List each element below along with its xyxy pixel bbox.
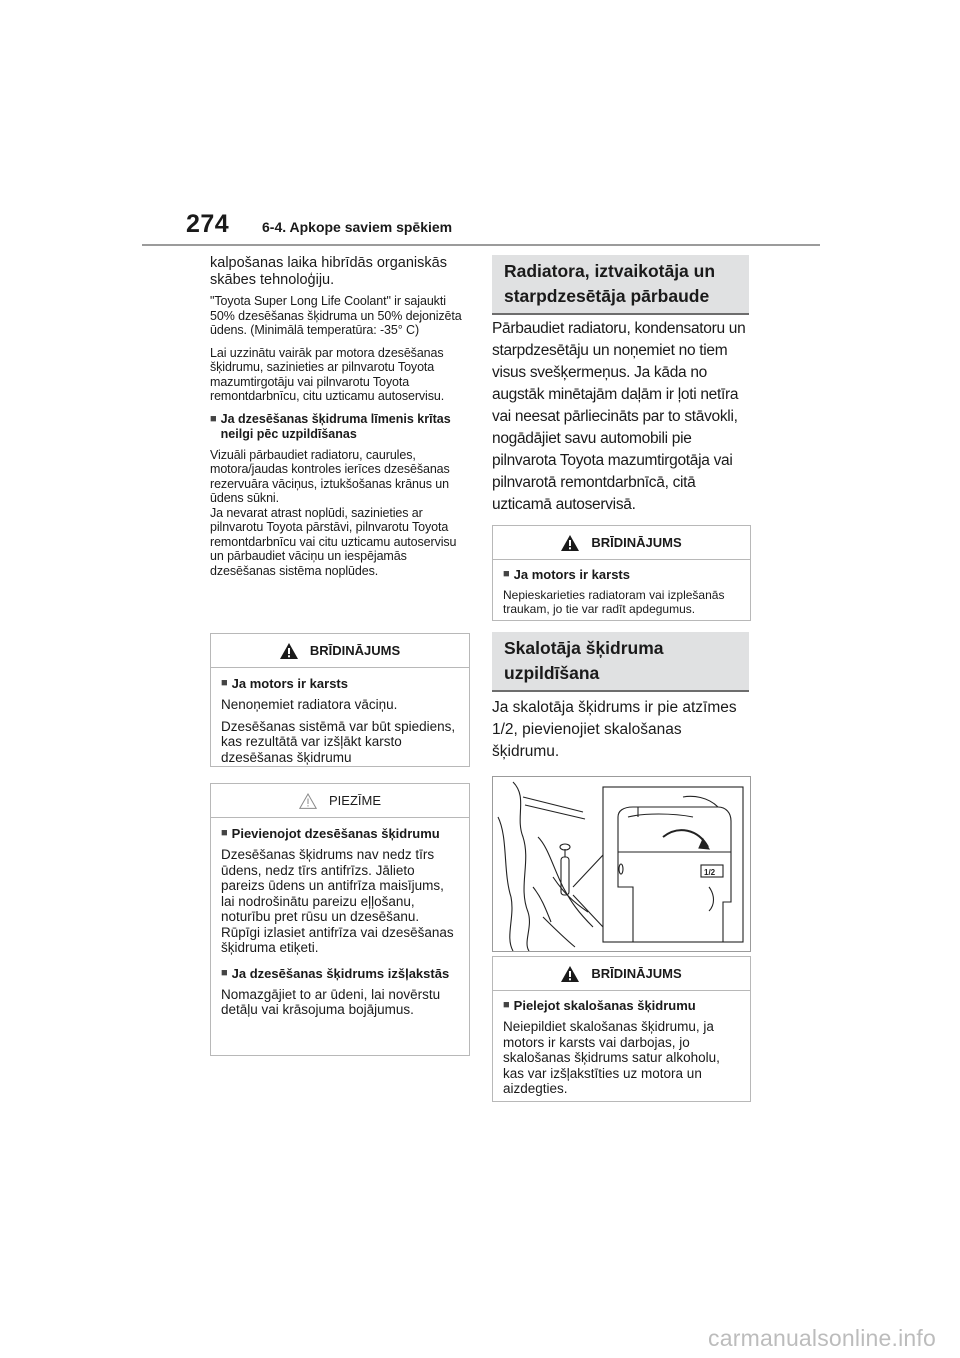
warning-text: Neiepildiet skalošanas šķidrumu, ja motors ir karsts vai darbojas, jo skalošanas šķidrums satur alkoholu, kas var izšļakstīties uz motora un aizdegties. [503, 1019, 720, 1096]
square-bullet-icon: ■ [210, 412, 217, 425]
note-box-header [211, 784, 469, 818]
coolant-note: "Toyota Super Long Life Coolant" ir sajaukti 50% dzesēšanas šķidruma un 50% dejonizēta ūdens. (Minimālā temperatūra: -35° C) [210, 294, 462, 337]
washer-reservoir-drawing [493, 777, 750, 951]
note-subhead-2-text: Ja dzesēšanas šķidrums izšļakstās [231, 965, 450, 981]
note-text-1: Dzesēšanas šķidrums nav nedz tīrs ūdens, nedz tīrs antifrīzs. Jālieto pareizs ūdens un antifrīza maisījums, lai nodrošinātu pareizu eļļošanu, noturību pret rūsu un dzesēšanu. Rūpīgi izlasiet antifrīza vai dzesēšanas šķidruma etiķeti. [221, 847, 454, 955]
info-note: Lai uzzinātu vairāk par motora dzesēšanas šķidrumu, sazinieties ar pilnvarotu Toyota mazumtirgotāju vai pilnvarotu Toyota remontdarbnīcu, citu uzticamu autoservisu. [210, 345, 445, 403]
warning-text: Nepieskarieties radiatoram vai izplešanās traukam, jo tie var radīt apdegumus. [503, 588, 725, 616]
warning-triangle-icon [561, 535, 579, 551]
warning-box-header [211, 634, 469, 668]
warning-box-radiator [492, 525, 751, 621]
section-heading-radiator [492, 255, 749, 313]
warning-triangle-icon [561, 966, 579, 982]
section-heading-washer [492, 632, 749, 690]
heading-washer-line-2: uzpildīšana [504, 663, 600, 683]
leak-subhead-text: Ja dzesēšanas šķidruma līmenis krītas neilgi pēc uzpildīšanas [220, 411, 451, 441]
heading-radiator-line-2: starpdzesētāja pārbaude [504, 286, 710, 306]
warning-box-hot-engine [210, 633, 470, 767]
note-box [210, 783, 470, 1056]
warning-subhead-text: Ja motors ir karsts [513, 567, 630, 582]
warning-triangle-icon [280, 643, 298, 659]
washer-paragraph: Ja skalotāja šķidrums ir pie atzīmes 1/2, pievienojiet skalošanas šķidrumu. [492, 699, 737, 760]
watermark: carmanualsonline.info [708, 1325, 936, 1351]
warning-subhead-text: Ja motors ir karsts [231, 676, 348, 691]
square-bullet-icon: ■ [221, 677, 228, 689]
warning-subhead [503, 998, 740, 1013]
leak-subhead [210, 412, 470, 442]
caution-triangle-icon [299, 793, 317, 809]
square-bullet-icon: ■ [503, 568, 510, 580]
note-subhead-1 [221, 826, 459, 841]
radiator-paragraph: Pārbaudiet radiatoru, kondensatoru un starpdzesētāju un noņemiet no tiem visus svešķermeņus. Ja kāda no augstāk minētajām daļām ir ļoti netīra vai neesat pārliecināts par to stāvokli, nogādājiet savu automobili pie pilnvarota Toyota mazumtirgotāja vai pilnvarotā remontdarbnīcā, citā uzticamā autoservisā. [492, 320, 746, 513]
section-title: 6-4. Apkope saviem spēkiem [262, 219, 453, 235]
figure-half-mark: 1/2 [704, 868, 716, 877]
warning-box-header [493, 526, 750, 560]
note-subhead-2 [221, 966, 459, 981]
heading-underline [492, 690, 749, 692]
warning-box-title: BRĪDINĀJUMS [309, 643, 401, 658]
square-bullet-icon: ■ [221, 827, 228, 839]
square-bullet-icon: ■ [221, 966, 228, 979]
washer-reservoir-illustration [492, 776, 751, 952]
intro-text: kalpošanas laika hibrīdās organiskās skābes tehnoloģiju. [210, 255, 447, 288]
left-column [210, 255, 470, 586]
note-subhead-1-text: Pievienojot dzesēšanas šķidrumu [231, 826, 440, 841]
warning-box-title: BRĪDINĀJUMS [591, 535, 682, 550]
warning-box-title: BRĪDINĀJUMS [591, 966, 682, 981]
note-box-title: PIEZĪME [328, 793, 381, 808]
leak-text: Vizuāli pārbaudiet radiatoru, caurules, motora/jaudas kontroles ierīces dzesēšanas rezervuāra vāciņus, iztukšošanas krānus un ūdens sūkni. Ja nevarat atrast noplūdi, sazinieties ar pilnvarotu Toyota pārstāvi, pilnvarotu Toyota remontdarbnīcu vai citu uzticamu autoservisu un pārbaudiet vāciņu un iespējamās dzesēšanas sistēma noplūdes. [210, 447, 457, 578]
warning-subhead-text: Pielejot skalošanas šķidrumu [513, 998, 696, 1013]
note-text-2: Nomazgājiet to ar ūdeni, lai novērstu detāļu vai krāsojuma bojājumus. [221, 986, 441, 1017]
warning-box-washer-fluid [492, 956, 751, 1102]
page-number: 274 [186, 210, 230, 238]
warning-box-header [493, 957, 750, 991]
heading-washer-line-1: Skalotāja šķidruma [504, 638, 664, 658]
square-bullet-icon: ■ [503, 999, 510, 1011]
header-rule [142, 244, 820, 246]
heading-underline [492, 313, 749, 315]
warning-text-2: Dzesēšanas sistēmā var būt spiediens, kas rezultātā var izšļākt karsto dzesēšanas šķidrumu [221, 718, 456, 765]
warning-subhead [221, 676, 459, 691]
warning-subhead [503, 567, 740, 582]
warning-text-1: Nenoņemiet radiatora vāciņu. [221, 697, 398, 712]
heading-radiator-line-1: Radiatora, iztvaikotāja un [504, 261, 716, 281]
